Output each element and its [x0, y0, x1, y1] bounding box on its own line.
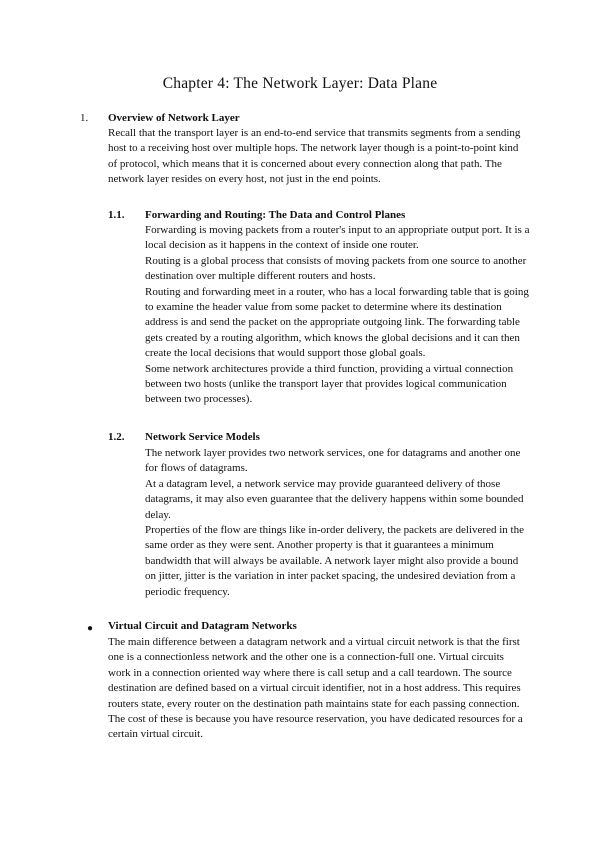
subsection-body: [145, 446, 530, 600]
section-heading: Overview of Network Layer: [108, 112, 240, 124]
subsection-body: [145, 223, 530, 408]
paragraph: Forwarding is moving packets from a router's input to an appropriate output port. It is a local decision as it happens in the context of inside one router.: [145, 224, 530, 252]
bullet-icon: ●: [87, 623, 94, 634]
subsection-heading: Network Service Models: [145, 431, 260, 443]
subsection-heading: Forwarding and Routing: The Data and Control Planes: [145, 209, 406, 221]
paragraph: At a datagram level, a network service may provide guaranteed delivery of those datagrams, it may also even guarantee that the delivery happens within some bounded delay.: [145, 477, 524, 521]
bullet-heading: Virtual Circuit and Datagram Networks: [108, 620, 297, 632]
paragraph: Properties of the flow are things like in-order delivery, the packets are delivered in the same order as they were sent. Another property is that it guarantees a minimum bandwidth that will always be available. A network layer might also provide a bound on jitter, jitter is the variation in inter packet spacing, the undesired deviation from a periodic frequency.: [145, 524, 524, 598]
paragraph: Routing and forwarding meet in a router, who has a local forwarding table that is going to examine the header value from some packet to determine where its destination address is and send the packet on the appropriate outgoing link. The forwarding table gets created by a routing algorithm, which knows the global decisions and it can then create the local decisions that would support those global goals.: [145, 285, 529, 360]
subsection-number: 1.1.: [108, 209, 125, 221]
paragraph: The network layer provides two network services, one for datagrams and another one for flows of datagrams.: [145, 447, 521, 475]
section-intro-paragraph: Recall that the transport layer is an end-to-end service that transmits segments from a sending host to a receiving host over multiple hops. The network layer though is a point-to-point kind of protocol, which means that it is concerned about every connection along that path. The network layer resides on every host, not just in the end points.: [108, 127, 521, 186]
bullet-body-paragraph: The main difference between a datagram network and a virtual circuit network is that the first one is a connectionless network and the other one is a connection-full one. Virtual circuits work in a connection oriented way where there is call setup and a call teardown. The source destination are defined based on a virtual circuit identifier, not in a host address. This requires routers state, every router on the destination path maintains state for each passing connection. The cost of these is because you have resource reservation, you have dedicated resources for a certain virtual circuit.: [108, 636, 523, 741]
subsection-number: 1.2.: [108, 431, 125, 443]
page-title: Chapter 4: The Network Layer: Data Plane: [162, 75, 438, 92]
paragraph: Some network architectures provide a third function, providing a virtual connection between two hosts (unlike the transport layer that provides logical communication between two processes).: [145, 362, 514, 406]
paragraph: Routing is a global process that consists of moving packets from one source to another destination over multiple different routers and hosts.: [145, 254, 527, 283]
section-number: 1.: [80, 112, 89, 124]
